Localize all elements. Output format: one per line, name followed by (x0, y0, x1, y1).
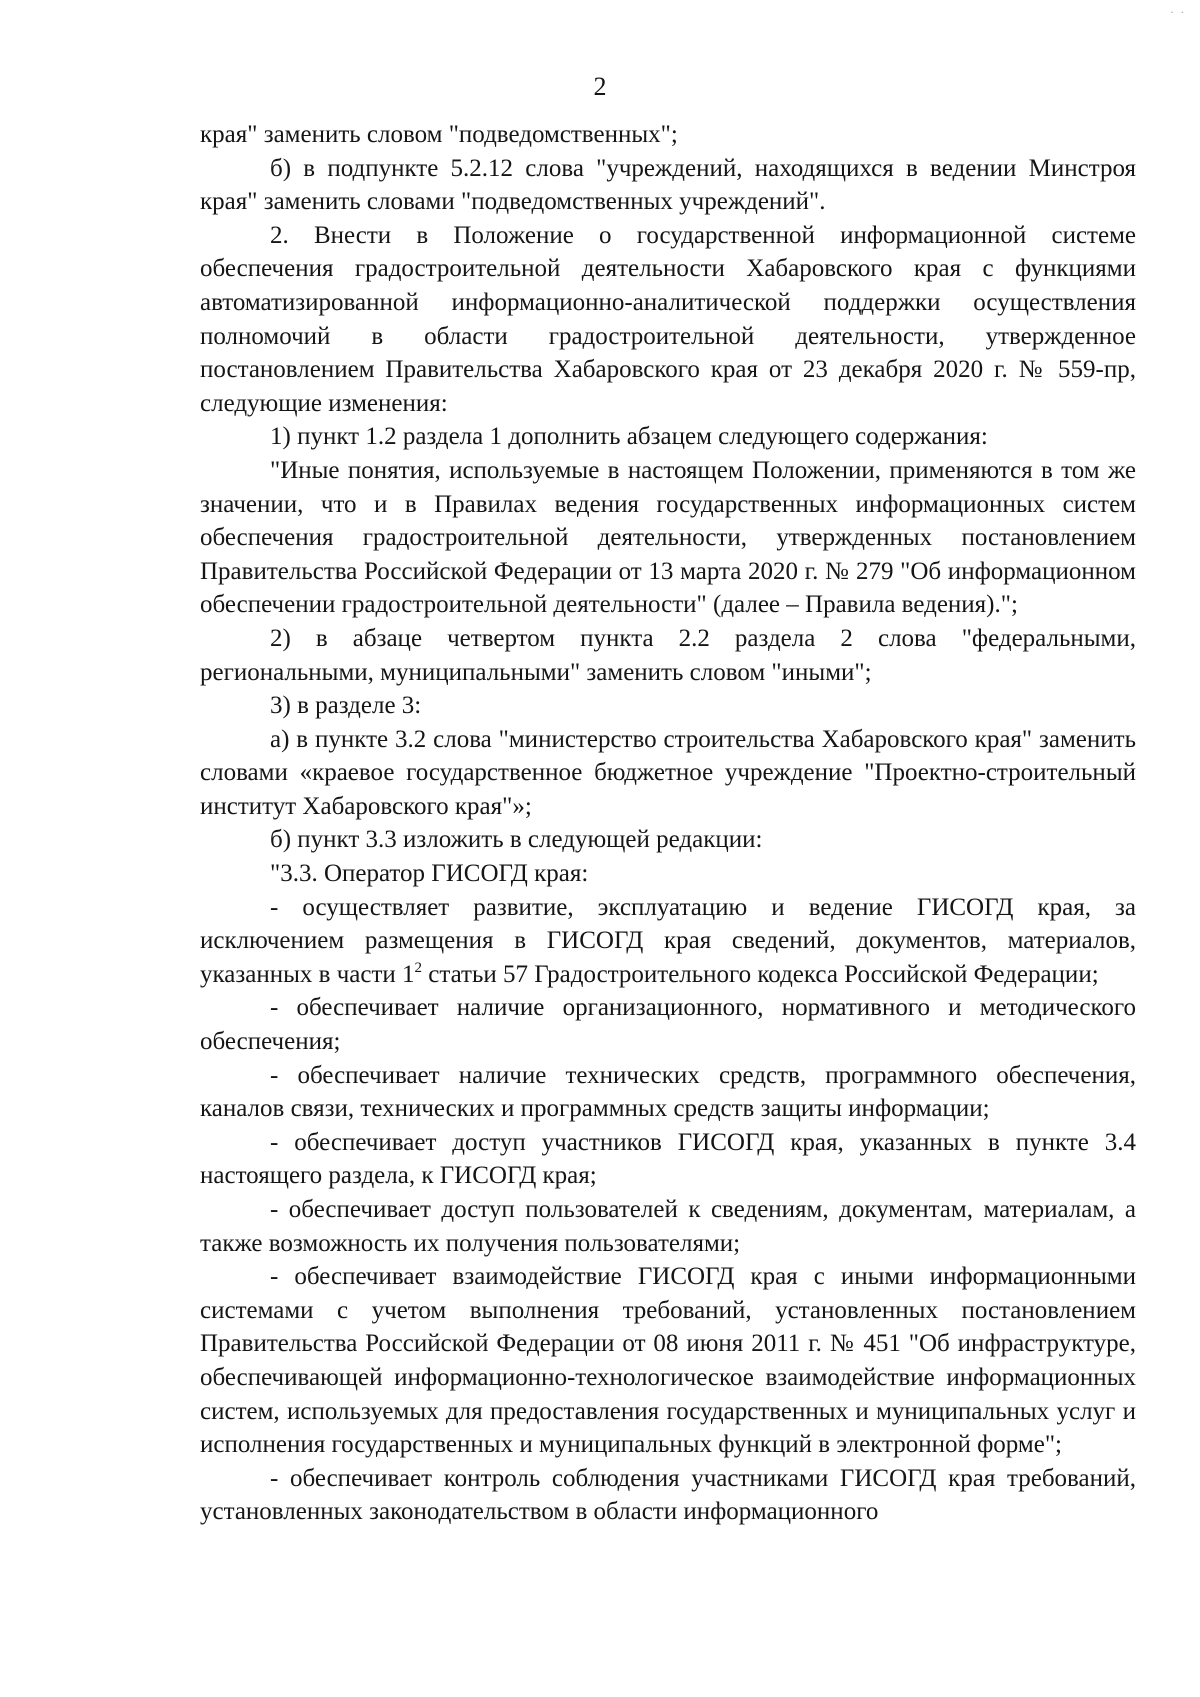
superscript-number: 2 (414, 959, 423, 976)
paragraph-operator-duty-3: - обеспечивает наличие технических средств, программного обеспечения, каналов связи, технических и программных средств защиты информации; (200, 1061, 1136, 1123)
paragraph-subitem-3b: б) пункт 3.3 изложить в следующей редакции: (270, 826, 763, 854)
paragraph-operator-duty-4: - обеспечивает доступ участников ГИСОГД края, указанных в пункте 3.4 настоящего раздела, к ГИСОГД края; (200, 1128, 1136, 1190)
paragraph-operator-duty-2: - обеспечивает наличие организационного, нормативного и методического обеспечения; (200, 994, 1136, 1056)
paragraph-operator-heading: "3.3. Оператор ГИСОГД края: (270, 860, 589, 888)
page-number: 2 (593, 72, 607, 101)
paragraph-subitem-2: 2) в абзаце четвертом пункта 2.2 раздела 2 слова "федеральными, региональными, муниципальными" заменить словом "иными"; (200, 624, 1136, 686)
paragraph-item-2: 2. Внести в Положение о государственной информационной системе обеспечения градостроительной деятельности Хабаровского края с функциями автоматизированной информационно-аналитической поддержки осуществления полномочий в области градостроительной деятельности, утвержденное постановлением Правительства Хабаровского края от 23 декабря 2020 г. № 559-пр, следующие изменения: (200, 221, 1136, 417)
paragraph-subitem-3: 3) в разделе 3: (270, 692, 422, 720)
duty-1-text-end: статьи 57 Градостроительного кодекса Российской Федерации; (422, 960, 1099, 988)
paragraph-operator-duty-6: - обеспечивает взаимодействие ГИСОГД края с иными информационными системами с учетом выполнения требований, установленных постановлением Правительства Российской Федерации от 08 июня 2011 г. № 451 "Об инфраструктуре, обеспечивающей информационно-технологическое взаимодействие информационных систем, используемых для предоставления государственных и муниципальных услуг и исполнения государственных и муниципальных функций в электронной форме"; (200, 1263, 1136, 1459)
paragraph-continuation: края" заменить словом "подведомственных"; (200, 121, 678, 148)
paragraph-operator-duty-7: - обеспечивает контроль соблюдения участниками ГИСОГД края требований, установленных законодательством в области информационного (200, 1464, 1136, 1526)
paragraph-operator-duty-1 (200, 891, 1136, 992)
paragraph-subitem-3a: а) в пункте 3.2 слова "министерство строительства Хабаровского края" заменить словами «краевое государственное бюджетное учреждение "Проектно-строительный институт Хабаровского края"»; (200, 725, 1136, 820)
scan-corner-mark: · · (1170, 8, 1186, 19)
paragraph-quote-definitions: "Иные понятия, используемые в настоящем Положении, применяются в том же значении, что и в Правилах ведения государственных информационных систем обеспечения градостроительной деятельности, утвержденных постановлением Правительства Российской Федерации от 13 марта 2020 г. № 279 "Об информационном обеспечении градостроительной деятельности" (далее – Правила ведения)."; (200, 456, 1136, 619)
duty-1-text: - осуществляет развитие, эксплуатацию и ведение ГИСОГД края, за исключением размещения в ГИСОГД края сведений, документов, материалов, указанных в части 1 (200, 893, 1136, 988)
paragraph-subitem-1: 1) пункт 1.2 раздела 1 дополнить абзацем следующего содержания: (270, 423, 988, 451)
document-body (200, 118, 1136, 1529)
paragraph-subitem-b: б) в подпункте 5.2.12 слова "учреждений, находящихся в ведении Минстроя края" заменить словами "подведомственных учреждений". (200, 154, 1136, 216)
paragraph-operator-duty-5: - обеспечивает доступ пользователей к сведениям, документам, материалам, а также возможность их получения пользователями; (200, 1196, 1136, 1257)
